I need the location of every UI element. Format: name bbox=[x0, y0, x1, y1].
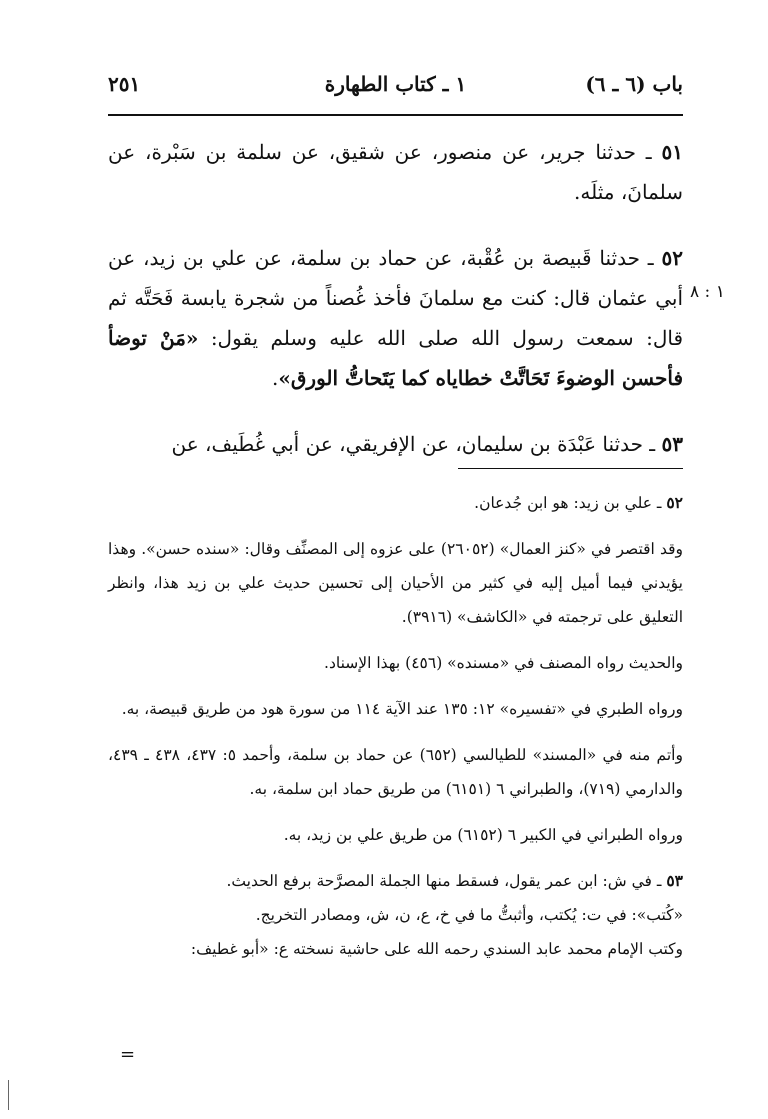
page-number: ٢٥١ bbox=[108, 72, 141, 96]
note-text: ـ في ش: ابن عمر يقول، فسقط منها الجملة المصرَّحة برفع الحديث. bbox=[226, 872, 667, 890]
note-paragraph: «كُتب»: في ت: يُكتب، وأثبتُّ ما في خ، ع، ن، ش، ومصادر التخريج. bbox=[255, 906, 683, 924]
hadith-text: ـ حدثنا عَبْدَة بن سليمان، عن الإفريقي، عن أبي غُطَيف، عن bbox=[171, 432, 662, 456]
note-number: ٥٢ bbox=[666, 493, 683, 512]
note-paragraph: ورواه الطبري في «تفسيره» ١٢: ١٣٥ عند الآية ١١٤ من سورة هود من طريق قبيصة، به. bbox=[121, 700, 683, 718]
hadith-51 bbox=[108, 132, 683, 212]
header-rule bbox=[108, 114, 683, 116]
margin-reference: ١ : ٨ bbox=[690, 282, 725, 302]
note-number: ٥٣ bbox=[666, 871, 683, 890]
footnote-rule bbox=[458, 468, 683, 469]
chapter-title: باب (٦ ـ ٦) bbox=[585, 72, 683, 96]
page-header bbox=[108, 72, 683, 106]
hadith-number: ٥٣ bbox=[661, 432, 683, 456]
note-text: ـ علي بن زيد: هو ابن جُدعان. bbox=[474, 494, 667, 512]
page-edge bbox=[8, 1080, 9, 1110]
footnotes bbox=[108, 486, 683, 966]
main-text bbox=[108, 132, 683, 490]
note-53 bbox=[108, 864, 683, 898]
hadith-end: . bbox=[272, 366, 279, 390]
book-title: ١ ـ كتاب الطهارة bbox=[324, 72, 467, 96]
hadith-quote: «مَنْ توضأ فأحسن الوضوءَ تَحَاتَّتْ خطاياه كما يَتَحاتُّ الورق» bbox=[108, 326, 683, 390]
note-52 bbox=[108, 486, 683, 520]
hadith-number: ٥١ bbox=[661, 140, 683, 164]
continuation-mark: = bbox=[120, 1044, 136, 1065]
hadith-text: ـ حدثنا قَبيصة بن عُقْبة، عن حماد بن سلمة، عن علي بن زيد، عن أبي عثمان قال: كنت مع سلمانَ فأخذ غُصناً من شجرة يابسة فَحَتَّه ثم قال: سمعت رسول الله صلى الله عليه وسلم يقول: bbox=[108, 246, 684, 350]
note-paragraph: وأتم منه في «المسند» للطيالسي (٦٥٢) عن حماد بن سلمة، وأحمد ٥: ٤٣٧، ٤٣٨ ـ ٤٣٩، والدارمي (٧١٩)، والطبراني ٦ (٦١٥١) من طريق حماد ابن سلمة، به. bbox=[108, 746, 683, 798]
note-paragraph: ورواه الطبراني في الكبير ٦ (٦١٥٢) من طريق علي بن زيد، به. bbox=[283, 826, 683, 844]
note-paragraph: وكتب الإمام محمد عابد السندي رحمه الله على حاشية نسخته ع: «أبو غطيف: bbox=[190, 940, 683, 958]
hadith-text: ـ حدثنا جرير، عن منصور، عن شقيق، عن سلمة بن سَبْرة، عن سلمانَ، مثلَه. bbox=[108, 140, 683, 204]
note-paragraph: والحديث رواه المصنف في «مسنده» (٤٥٦) بهذا الإسناد. bbox=[324, 654, 683, 672]
hadith-number: ٥٢ bbox=[661, 246, 683, 270]
note-paragraph: وقد اقتصر في «كنز العمال» (٢٦٠٥٢) على عزوه إلى المصنِّف وقال: «سنده حسن». وهذا يؤيدني فيما أميل إليه في كثير من الأحيان إلى تحسين حديث علي بن زيد هذا، وانظر التعليق على ترجمته في «الكاشف» (٣٩١٦). bbox=[108, 540, 683, 626]
hadith-53 bbox=[108, 424, 683, 464]
hadith-52 bbox=[108, 238, 683, 398]
